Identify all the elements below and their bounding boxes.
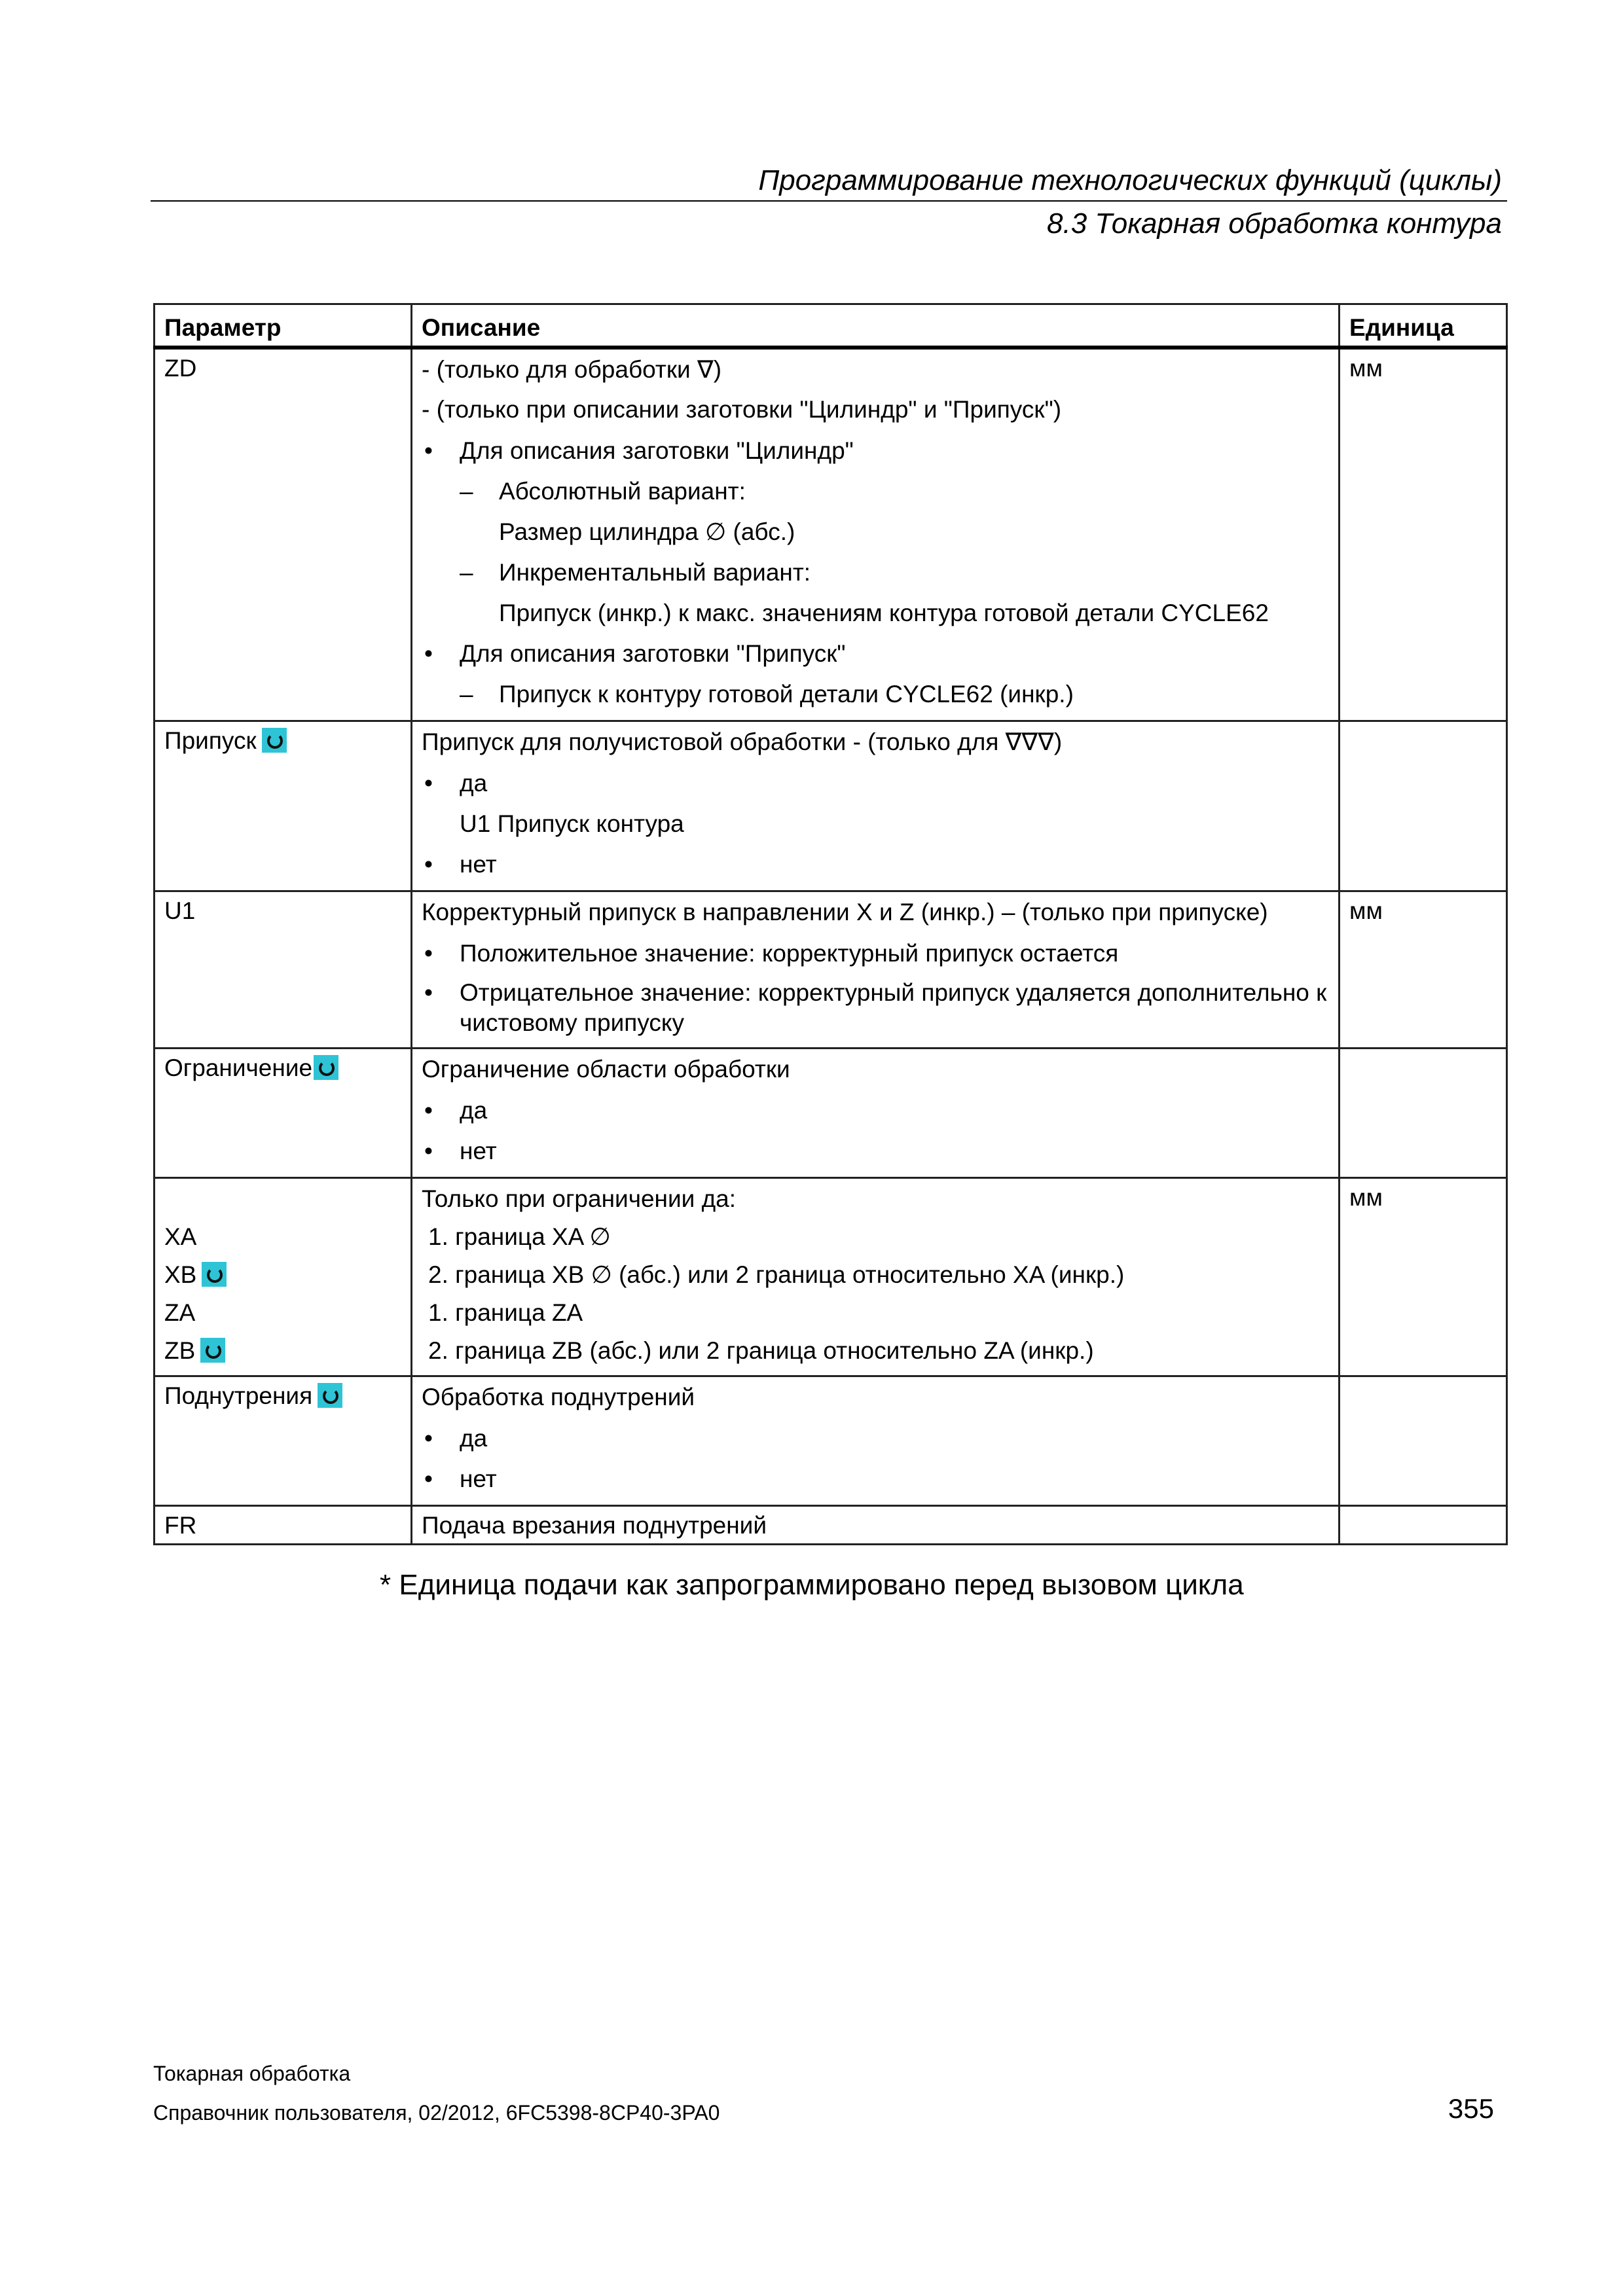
- footer-title: Токарная обработка: [153, 2062, 351, 2085]
- page-number: 355: [1448, 2093, 1494, 2124]
- param-label: Поднутрения: [164, 1382, 313, 1409]
- unit-allowance: [1340, 721, 1507, 891]
- feed-unit-note: * Единица подачи как запрограммировано перед вызовом цикла: [380, 1569, 1244, 1601]
- bullet-item: • да: [422, 767, 1329, 800]
- param-allowance: [155, 721, 412, 891]
- bullet-item: • да: [422, 1094, 1329, 1127]
- table-row: [155, 721, 1507, 891]
- table-row: [155, 1506, 1507, 1545]
- toggle-icon[interactable]: [318, 1383, 342, 1408]
- desc-limit: [412, 1049, 1340, 1178]
- dash-item: – Инкрементальный вариант:: [422, 556, 1329, 589]
- param-label: ZA: [164, 1299, 196, 1326]
- param-zb: [164, 1336, 401, 1366]
- desc-bounds: [412, 1178, 1340, 1376]
- param-label: U1: [164, 897, 196, 924]
- table-row: [155, 1178, 1507, 1376]
- param-bounds: [155, 1178, 412, 1376]
- unit-limit: [1340, 1049, 1507, 1178]
- table-row: [155, 1049, 1507, 1178]
- indented-line: U1 Припуск контура: [460, 810, 684, 837]
- bullet-item: • Отрицательное значение: корректурный припуск удаляется дополнительно к чистовому припуску: [422, 978, 1329, 1038]
- param-undercut: [155, 1376, 412, 1506]
- header-param: Параметр: [155, 304, 412, 348]
- chapter-title: Программирование технологических функций (циклы): [758, 164, 1502, 196]
- param-label: XB: [164, 1261, 197, 1288]
- toggle-icon[interactable]: [200, 1338, 225, 1363]
- desc-line: Обработка поднутрений: [422, 1384, 695, 1410]
- page-header: [151, 162, 1507, 242]
- toggle-icon[interactable]: [202, 1262, 227, 1287]
- desc-undercut: [412, 1376, 1340, 1506]
- section-title: 8.3 Токарная обработка контура: [1047, 207, 1502, 240]
- param-spacer: [164, 1184, 401, 1214]
- bullet-item: • Положительное значение: корректурный припуск остается: [422, 937, 1329, 970]
- param-fr: FR: [155, 1506, 412, 1545]
- unit-undercut: [1340, 1376, 1507, 1506]
- header-desc: Описание: [412, 304, 1340, 348]
- dash-item: – Абсолютный вариант:: [422, 475, 1329, 508]
- unit-u1: мм: [1340, 891, 1507, 1049]
- table-row: [155, 348, 1507, 721]
- parameter-table: [153, 303, 1508, 1545]
- unit-bounds: мм: [1340, 1178, 1507, 1376]
- param-u1: [155, 891, 412, 1049]
- bullet-item: • да: [422, 1422, 1329, 1455]
- desc-zd: [412, 348, 1340, 721]
- unit-fr: [1340, 1506, 1507, 1545]
- table-row: [155, 891, 1507, 1049]
- desc-line: 1. граница ZA: [428, 1299, 583, 1326]
- bullet-item: • нет: [422, 1463, 1329, 1496]
- desc-u1: [412, 891, 1340, 1049]
- desc-line: Припуск для получистовой обработки - (только для ∇∇∇): [422, 728, 1063, 755]
- param-label: Припуск: [164, 727, 257, 754]
- bullet-item: • нет: [422, 1135, 1329, 1168]
- param-label: ZB: [164, 1337, 196, 1364]
- param-label: Ограничение: [164, 1054, 313, 1081]
- indented-line: Размер цилиндра ∅ (абс.): [499, 518, 795, 545]
- param-limit: [155, 1049, 412, 1178]
- table-header-row: [155, 304, 1507, 348]
- desc-line: - (только для обработки ∇): [422, 356, 722, 383]
- desc-allowance: [412, 721, 1340, 891]
- bullet-item: • Для описания заготовки "Припуск": [422, 637, 1329, 670]
- desc-line: 1. граница XA ∅: [428, 1223, 611, 1250]
- indented-line: Припуск (инкр.) к макс. значениям контура готовой детали CYCLE62: [499, 600, 1269, 626]
- desc-line: - (только при описании заготовки "Цилиндр" и "Припуск"): [422, 396, 1062, 423]
- unit-zd: мм: [1340, 348, 1507, 721]
- bullet-item: • Для описания заготовки "Цилиндр": [422, 435, 1329, 467]
- param-label: XA: [164, 1223, 197, 1250]
- desc-line: Только при ограничении да:: [422, 1185, 737, 1212]
- header-unit: Единица: [1340, 304, 1507, 348]
- param-xb: [164, 1260, 401, 1290]
- toggle-icon[interactable]: [314, 1055, 338, 1080]
- desc-line: Корректурный припуск в направлении X и Z (инкр.) – (только при припуске): [422, 899, 1268, 925]
- header-rule: [151, 200, 1507, 202]
- dash-item: – Припуск к контуру готовой детали CYCLE62 (инкр.): [422, 678, 1329, 711]
- toggle-icon[interactable]: [262, 728, 287, 753]
- footer-manual-info: Справочник пользователя, 02/2012, 6FC5398-8CP40-3PA0: [153, 2101, 720, 2125]
- param-label: ZD: [164, 355, 197, 382]
- bullet-item: • нет: [422, 848, 1329, 881]
- desc-line: 2. граница ZB (абс.) или 2 граница относительно ZA (инкр.): [428, 1337, 1094, 1364]
- desc-line: Ограничение области обработки: [422, 1056, 790, 1083]
- table-row: [155, 1376, 1507, 1506]
- param-zd: [155, 348, 412, 721]
- desc-line: 2. граница XB ∅ (абс.) или 2 граница относительно XA (инкр.): [428, 1261, 1125, 1288]
- desc-fr: Подача врезания поднутрений: [412, 1506, 1340, 1545]
